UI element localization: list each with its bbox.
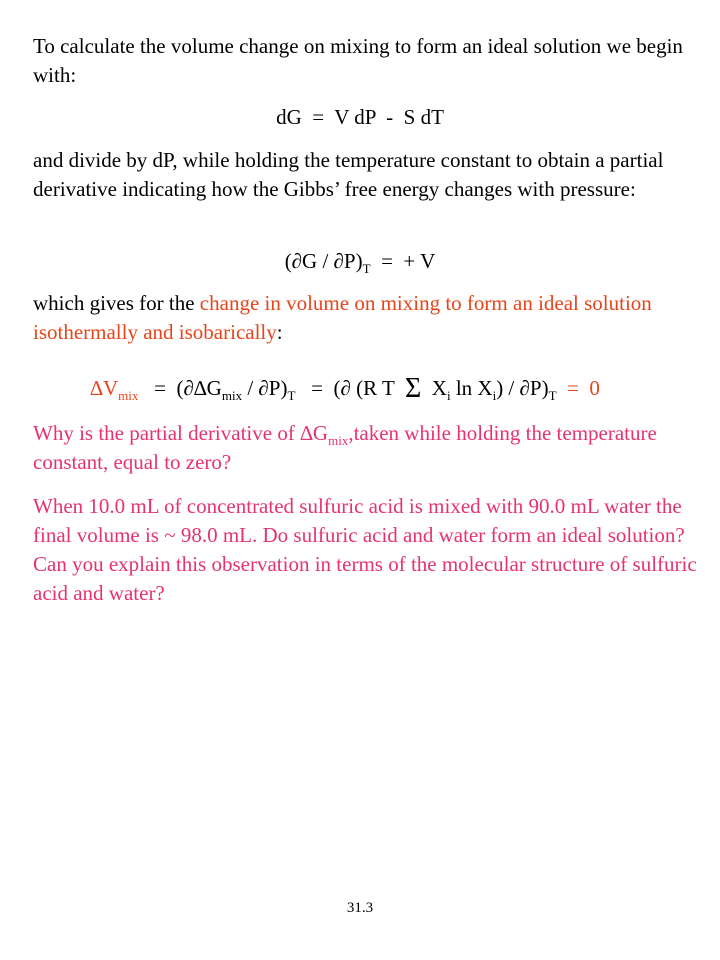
eq3-part6: ln X bbox=[450, 376, 493, 400]
eq3-sigma: Σ bbox=[404, 373, 422, 404]
eq3-sub-t-1: T bbox=[287, 388, 296, 403]
page-number: 31.3 bbox=[346, 900, 374, 916]
eq2-subscript: T bbox=[362, 261, 371, 276]
eq3-sub-t-2: T bbox=[548, 388, 557, 403]
question-2-paragraph: When 10.0 mL of concentrated sulfuric acid is mixed with 90.0 mL water the final volume is ~ 98.0 mL. Do sulfuric acid and water form an ideal solution? Can you explain this observation in terms of the molecular structure of sulfuric acid and water? bbox=[33, 494, 697, 605]
eq3-part7: ) / ∂P) bbox=[496, 376, 549, 400]
equation-volume-mixing bbox=[0, 374, 705, 403]
eq3-part3: / ∂P) bbox=[242, 376, 288, 400]
eq3-part2: = (∂∆G bbox=[138, 376, 222, 400]
q1-subscript: mix bbox=[328, 433, 349, 448]
eq3-sub-i-1: i bbox=[446, 388, 451, 403]
eq3-part4: = (∂ (R T bbox=[295, 376, 405, 400]
eq3-delta-v: ∆V bbox=[90, 376, 119, 400]
eq3-sub-i-2: i bbox=[492, 388, 497, 403]
equation-gibbs-differential: dG = V dP - S dT bbox=[276, 105, 444, 129]
gives-paragraph bbox=[33, 289, 703, 347]
gives-lead: which gives for the bbox=[33, 291, 200, 315]
gives-highlight: change in volume on mixing to form an ideal solution isothermally and isobarically bbox=[33, 291, 652, 344]
eq2-lhs: (∂G / ∂P) bbox=[284, 249, 363, 273]
eq3-sub-mix-2: mix bbox=[221, 388, 243, 403]
eq3-part5: X bbox=[421, 376, 447, 400]
q1-part2: ,taken while holding the temperature constant, equal to zero? bbox=[33, 421, 657, 474]
eq3-sub-mix-1: mix bbox=[118, 388, 139, 403]
divide-paragraph: and divide by dP, while holding the temperature constant to obtain a partial derivative indicating how the Gibbs’ free energy changes with pressure: bbox=[33, 148, 664, 201]
equation-partial-derivative bbox=[0, 247, 720, 276]
eq3-result: = 0 bbox=[556, 376, 600, 400]
question-1-paragraph bbox=[33, 419, 703, 477]
q1-part1: Why is the partial derivative of ∆G bbox=[33, 421, 329, 445]
eq2-rhs: = + V bbox=[370, 249, 436, 273]
intro-paragraph: To calculate the volume change on mixing to form an ideal solution we begin with: bbox=[33, 34, 683, 87]
gives-tail: : bbox=[276, 320, 283, 344]
